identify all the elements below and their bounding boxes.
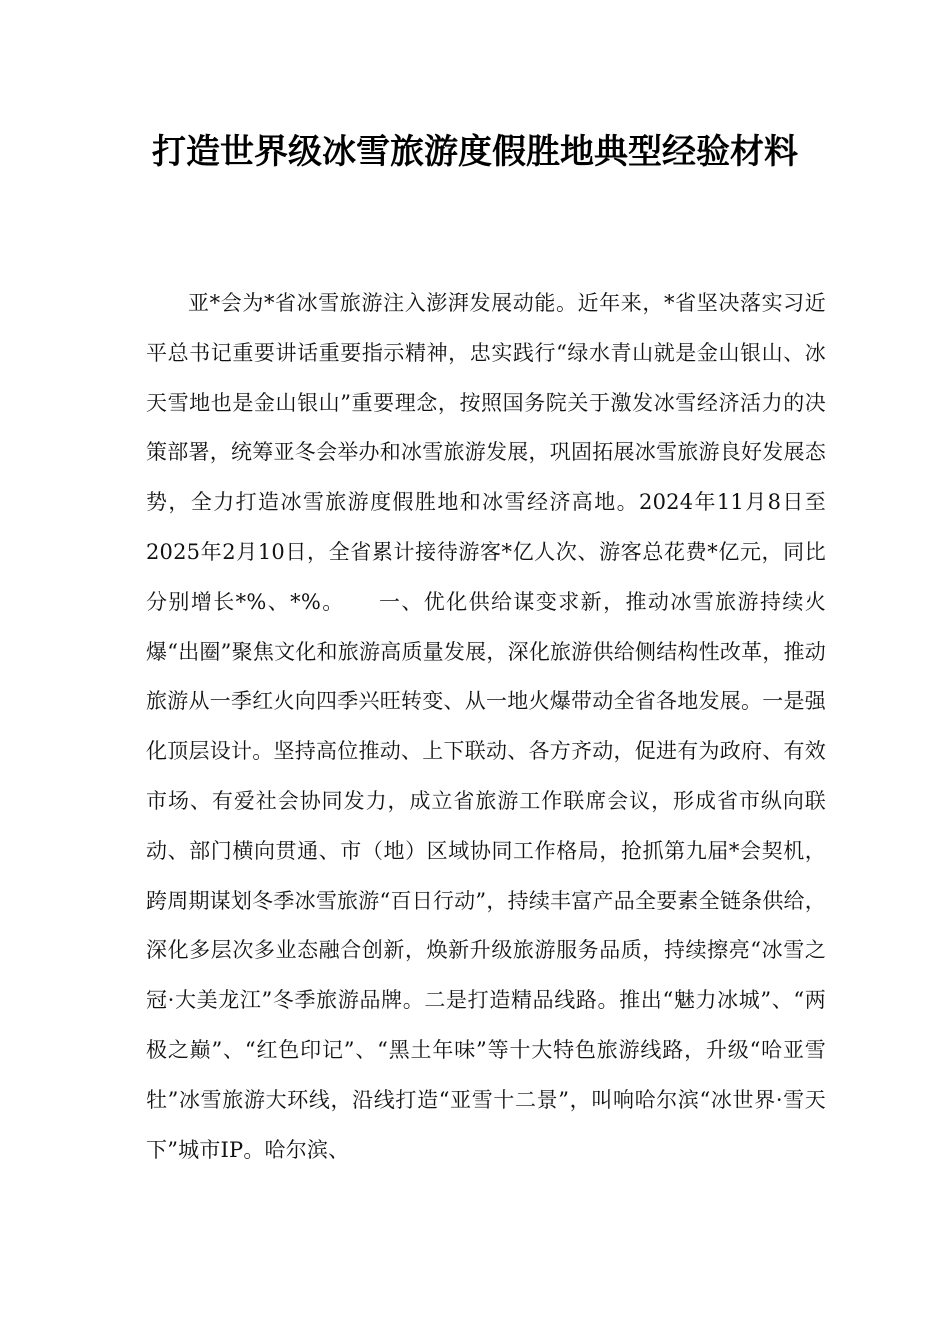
body-paragraph: 亚*会为*省冰雪旅游注入澎湃发展动能。近年来，*省坚决落实习近平总书记重要讲话重要指示精神，忠实践行“绿水青山就是金山银山、冰天雪地也是金山银山”重要理念，按照国务院关于激发冰雪经济活力的决策部署，统筹亚冬会举办和冰雪旅游发展，巩固拓展冰雪旅游良好发展态势，全力打造冰雪旅游度假胜地和冰雪经济高地。2024年11月8日至2025年2月10日，全省累计接待游客*亿人次、游客总花费*亿元，同比分别增长*%、*%。 一、优化供给谋变求新，推动冰雪旅游持续火爆“出圈”聚焦文化和旅游高质量发展，深化旅游供给侧结构性改革，推动旅游从一季红火向四季兴旺转变、从一地火爆带动全省各地发展。一是强化顶层设计。坚持高位推动、上下联动、各方齐动，促进有为政府、有效市场、有爱社会协同发力，成立省旅游工作联席会议，形成省市纵向联动、部门横向贯通、市（地）区域协同工作格局，抢抓第九届*会契机，跨周期谋划冬季冰雪旅游“百日行动”，持续丰富产品全要素全链条供给，深化多层次多业态融合创新，焕新升级旅游服务品质，持续擦亮“冰雪之冠·大美龙江”冬季旅游品牌。二是打造精品线路。推出“魅力冰城”、“两极之巅”、“红色印记”、“黑土年味”等十大特色旅游线路，升级“哈亚雪牡”冰雪旅游大环线，沿线打造“亚雪十二景”，叫响哈尔滨“冰世界·雪天下”城市IP。哈尔滨、 xyxy=(146,291,826,1162)
document-title: 打造世界级冰雪旅游度假胜地典型经验材料 xyxy=(152,132,798,172)
